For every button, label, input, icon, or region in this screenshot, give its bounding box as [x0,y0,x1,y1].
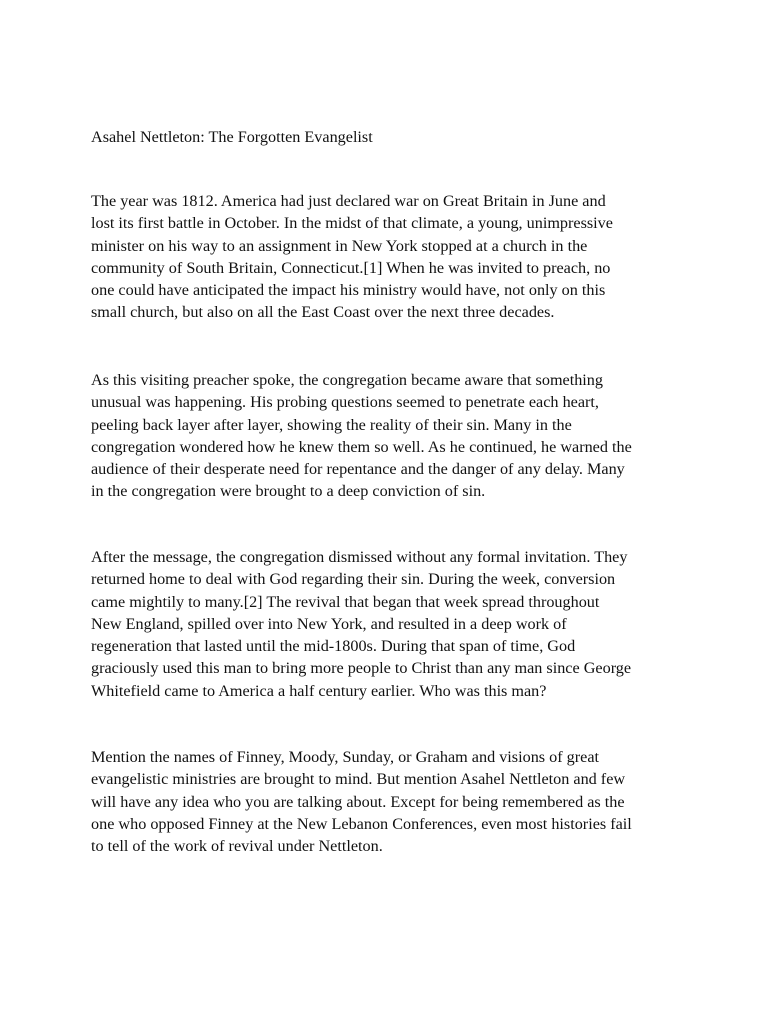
document-title: Asahel Nettleton: The Forgotten Evangelist [91,128,373,146]
paragraph-4: Mention the names of Finney, Moody, Sunday, or Graham and visions of great evangelistic ministries are brought to mind. But mention Asahel Nettleton and few will have any idea who you are talking about. Except for being remembered as the one who opposed Finney at the New Lebanon Conferences, even most histories fail to tell of the work of revival under Nettleton. [91,748,632,856]
paragraph-3: After the message, the congregation dismissed without any formal invitation. They returned home to deal with God regarding their sin. During the week, conversion came mightily to many.[2] The revival that began that week spread throughout New England, spilled over into New York, and resulted in a deep work of regeneration that lasted until the mid-1800s. During that span of time, God graciously used this man to bring more people to Christ than any man since George Whitefield came to America a half century earlier. Who was this man? [91,548,632,700]
paragraph-2: As this visiting preacher spoke, the congregation became aware that something unusual was happening. His probing questions seemed to penetrate each heart, peeling back layer after layer, showing the reality of their sin. Many in the congregation wondered how he knew them so well. As he continued, he warned the audience of their desperate need for repentance and the danger of any delay. Many in the congregation were brought to a deep conviction of sin. [91,371,632,501]
paragraph-1: The year was 1812. America had just declared war on Great Britain in June and lost its first battle in October. In the midst of that climate, a young, unimpressive minister on his way to an assignment in New York stopped at a church in the community of South Britain, Connecticut.[1] When he was invited to preach, no one could have anticipated the impact his ministry would have, not only on this small church, but also on all the East Coast over the next three decades. [91,192,613,322]
